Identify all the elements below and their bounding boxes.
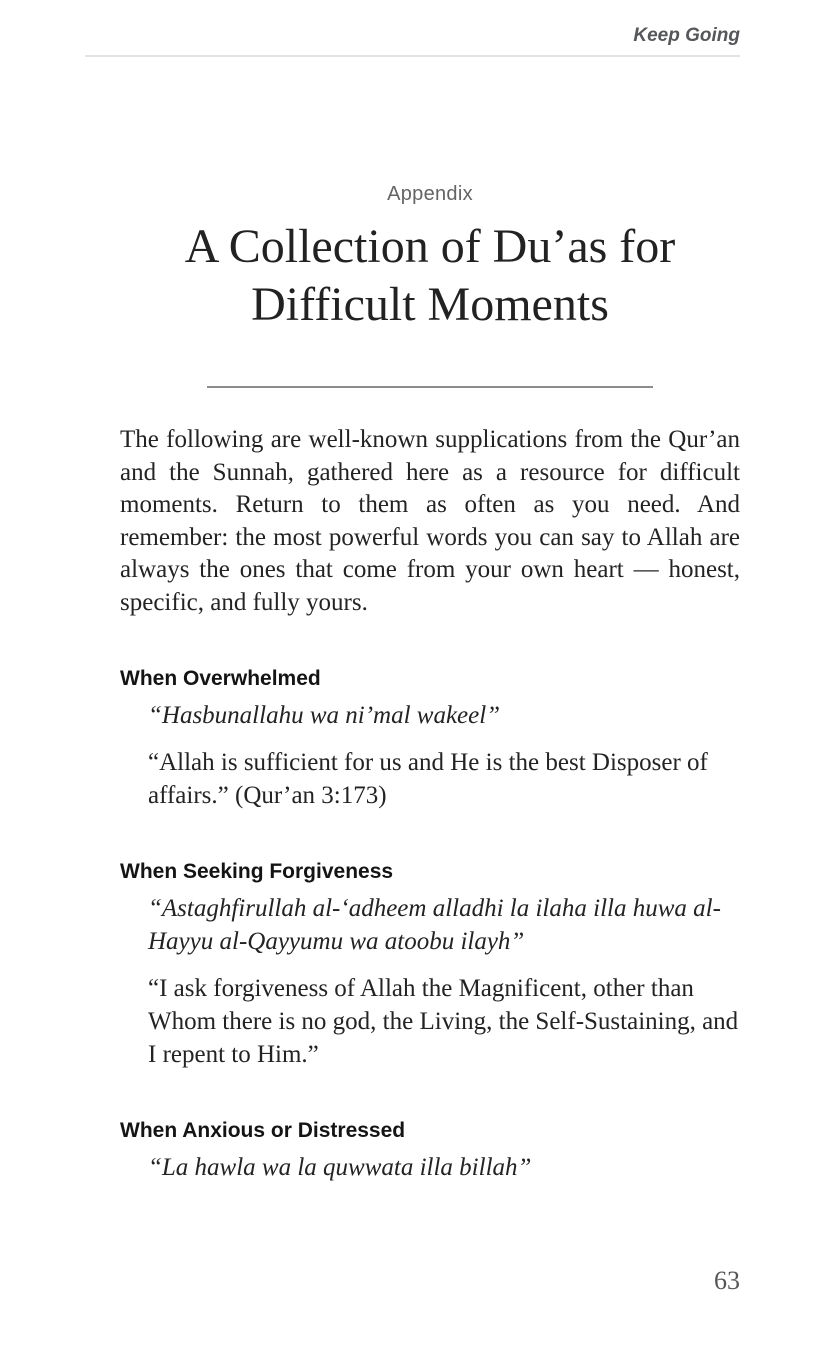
running-header [85, 0, 740, 57]
dua-section-forgiveness [120, 858, 740, 1071]
dua-transliteration: “Hasbunallahu wa ni’mal wakeel” [148, 702, 501, 729]
intro-paragraph: The following are well-known supplications from the Qur’an and the Sunnah, gathered here as a resource for difficult moments. Return to them as often as you need. And remember: the most powerful words you can say to Allah are always the ones that come from your own heart — honest, specific, and fully yours. [120, 426, 740, 616]
dua-transliteration: “La hawla wa la quwwata illa billah” [148, 1154, 532, 1181]
title-line-2: Difficult Moments [251, 278, 609, 331]
page-title [120, 218, 740, 334]
page-number: 63 [714, 1266, 740, 1295]
title-line-1: A Collection of Du’as for [184, 220, 676, 273]
appendix-kicker: Appendix [387, 183, 473, 205]
dua-section-anxious [120, 1117, 740, 1184]
section-heading: When Anxious or Distressed [120, 1119, 406, 1142]
section-heading: When Seeking Forgiveness [120, 860, 394, 883]
page-content [120, 182, 740, 1184]
dua-translation: “I ask forgiveness of Allah the Magnificent, other than Whom there is no god, the Living, the Self-Sustaining, and I repent to Him.” [148, 975, 739, 1068]
dua-translation: “Allah is sufficient for us and He is the best Disposer of affairs.” (Qur’an 3:173) [148, 749, 708, 809]
section-heading: When Overwhelmed [120, 667, 321, 690]
dua-section-overwhelmed [120, 665, 740, 812]
running-title: Keep Going [633, 25, 740, 46]
dua-transliteration: “Astaghfirullah al-‘adheem alladhi la ilaha illa huwa al-Hayyu al-Qayyumu wa atoobu ilayh” [148, 895, 721, 955]
title-divider [207, 386, 653, 388]
